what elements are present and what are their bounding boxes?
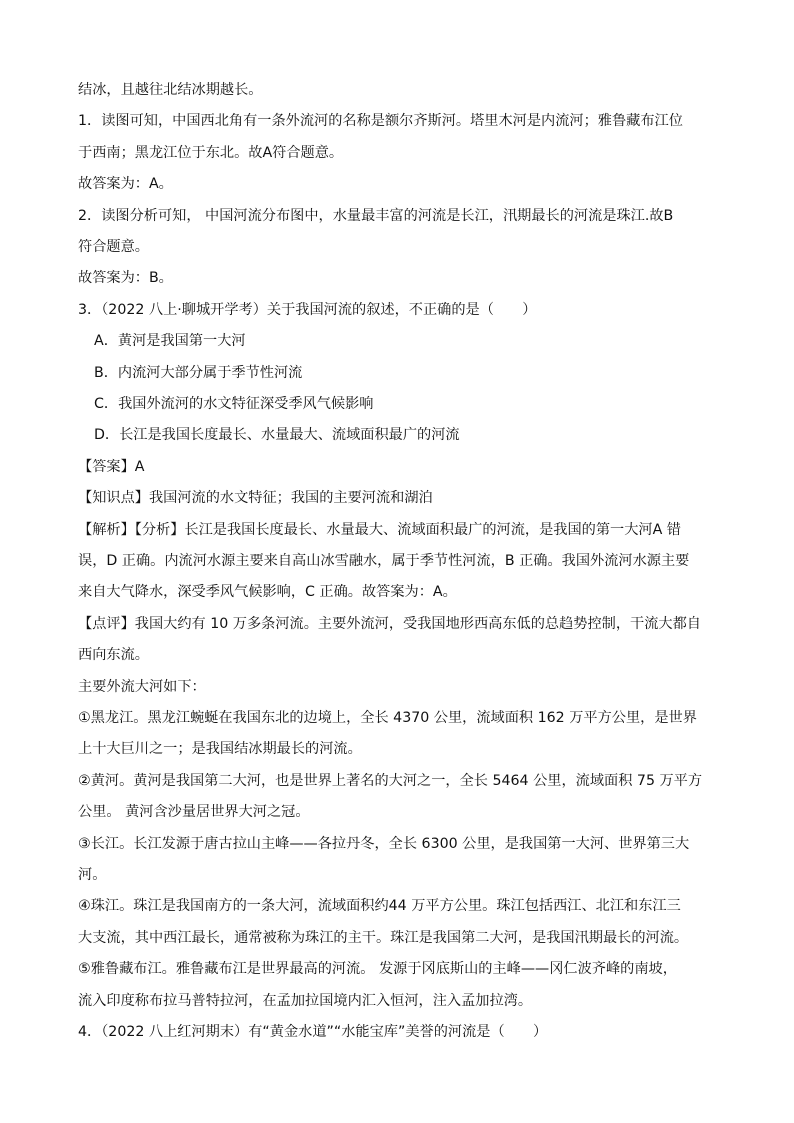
river-zhujiang-line-1: ④珠江。珠江是我国南方的一条大河，流域面积约44 万平方公里。珠江包括西江、北江和东江三 bbox=[78, 898, 681, 914]
analysis-line-1: 【解析】【分析】长江是我国长度最长、水量最大、流域面积最广的河流，是我国的第一大河A 错 bbox=[78, 522, 681, 538]
answer-1-explanation-cont: 于西南；黑龙江位于东北。故A符合题意。 bbox=[78, 145, 344, 161]
question-3-stem: 3．（2022 八上·聊城开学考）关于我国河流的叙述，不正确的是（ ） bbox=[78, 302, 537, 318]
answer-label: 【答案】A bbox=[78, 459, 145, 475]
comment-line-2: 西向东流。 bbox=[78, 647, 149, 663]
analysis-line-3: 来自大气降水，深受季风气候影响，C 正确。故答案为：A。 bbox=[78, 584, 457, 600]
river-yarlung-line-1: ⑤雅鲁藏布江。雅鲁藏布江是世界最高的河流。 发源于冈底斯山的主峰——冈仁波齐峰的南坡， bbox=[78, 961, 677, 977]
question-3-option-c: C．我国外流河的水文特征深受季风气候影响 bbox=[94, 396, 374, 412]
river-huanghe-line-1: ②黄河。黄河是我国第二大河，也是世界上著名的大河之一，全长 5464 公里，流域面积 75 万平方 bbox=[78, 773, 703, 789]
answer-2-explanation: 2．读图分析可知， 中国河流分布图中，水量最丰富的河流是长江，汛期最长的河流是珠江.故B bbox=[78, 208, 674, 224]
comment-line-1: 【点评】我国大约有 10 万多条河流。主要外流河，受我国地形西高东低的总趋势控制，干流大都自 bbox=[78, 616, 701, 632]
river-changjiang-line-1: ③长江。长江发源于唐古拉山主峰——各拉丹冬，全长 6300 公里，是我国第一大河、世界第三大 bbox=[78, 836, 690, 852]
analysis-line-2: 误，D 正确。内流河水源主要来自高山冰雪融水，属于季节性河流，B 正确。我国外流河水源主要 bbox=[78, 553, 690, 569]
answer-2-result: 故答案为：B。 bbox=[78, 270, 173, 286]
river-yarlung-line-2: 流入印度称布拉马普特拉河，在孟加拉国境内汇入恒河，注入孟加拉湾。 bbox=[78, 993, 533, 1009]
rivers-heading: 主要外流大河如下： bbox=[78, 679, 206, 695]
answer-1-result: 故答案为：A。 bbox=[78, 176, 173, 192]
river-heilongjiang-line-1: ①黑龙江。黑龙江蜿蜒在我国东北的边境上，全长 4370 公里，流域面积 162 万平方公里，是世界 bbox=[78, 710, 697, 726]
river-huanghe-line-2: 公里。 黄河含沙量居世界大河之冠。 bbox=[78, 804, 310, 820]
question-3-option-a: A．黄河是我国第一大河 bbox=[94, 333, 246, 349]
knowledge-point: 【知识点】我国河流的水文特征；我国的主要河流和湖泊 bbox=[78, 490, 433, 506]
question-4-stem: 4．（2022 八上红河期末）有“黄金水道”“水能宝库”美誉的河流是（ ） bbox=[78, 1024, 548, 1040]
text-line: 结冰，且越往北结冰期越长。 bbox=[78, 82, 263, 98]
answer-1-explanation: 1．读图可知，中国西北角有一条外流河的名称是额尔齐斯河。塔里木河是内流河；雅鲁藏布江位 bbox=[78, 113, 683, 129]
river-changjiang-line-2: 河。 bbox=[78, 867, 107, 883]
river-heilongjiang-line-2: 上十大巨川之一；是我国结冰期最长的河流。 bbox=[78, 741, 362, 757]
question-3-option-d: D．长江是我国长度最长、水量最大、流域面积最广的河流 bbox=[94, 427, 460, 443]
question-3-option-b: B．内流河大部分属于季节性河流 bbox=[94, 365, 303, 381]
river-zhujiang-line-2: 大支流，其中西江最长，通常被称为珠江的主干。珠江是我国第二大河，是我国汛期最长的河流。 bbox=[78, 930, 689, 946]
answer-2-explanation-cont: 符合题意。 bbox=[78, 239, 149, 255]
